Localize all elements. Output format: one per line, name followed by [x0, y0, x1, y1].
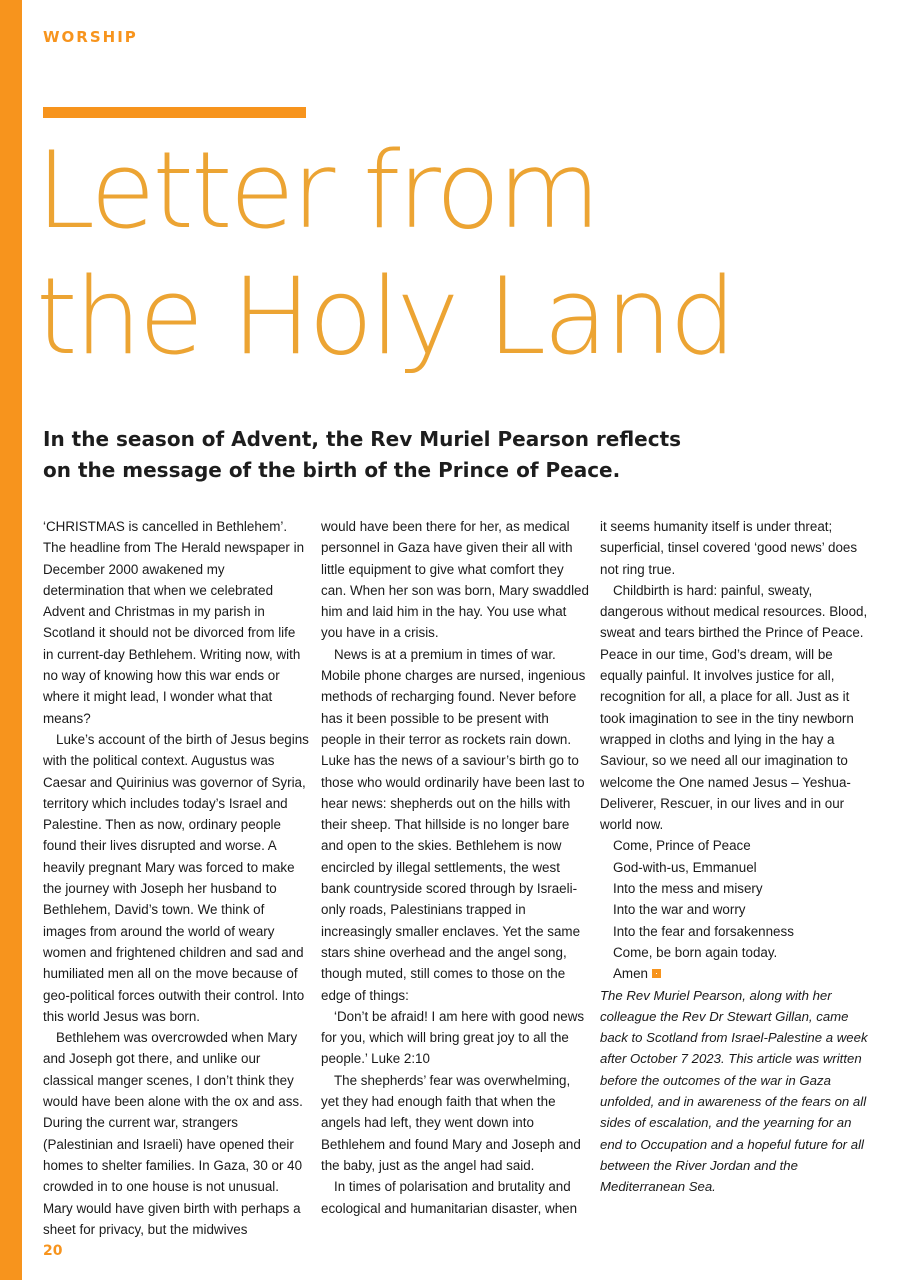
paragraph: Bethlehem was overcrowded when Mary and Joseph got there, and unlike our classical manger scenes, I don’t think they would have been alone with the ox and ass. During the current war, strangers (Palestinian and Israeli) have opened their homes to shelter families. In Gaza, 30 or 40 crowded in to one house is not unusual. Mary would have given birth with perhaps a sheet for privacy, but the midwives: [43, 1030, 303, 1237]
side-accent-bar: [0, 0, 22, 1280]
title-line-1: Letter from: [36, 129, 598, 252]
paragraph: ‘CHRISTMAS is cancelled in Bethlehem’. The headline from The Herald newspaper in December 2000 awakened my determination that when we celebrated Advent and Christmas in my parish in Scotland it should not be divorced from life in current-day Bethlehem. Writing now, with no way of knowing how this war ends or where it might lead, I wonder what that means?: [43, 519, 305, 726]
title-rule: [43, 107, 306, 118]
article-title: [36, 128, 896, 380]
author-bio: The Rev Muriel Pearson, along with her colleague the Rev Dr Stewart Gillan, came back to Scotland from Israel-Palestine a week after October 7 2023. This article was written before the outcomes of the war in Gaza unfolded, and in awareness of the fears on all sides of escalation, and the yearning for an end to Occupation and a hopeful future for all between the River Jordan and the Mediterranean Sea.: [600, 987, 868, 1195]
standfirst: In the season of Advent, the Rev Muriel Pearson reflects on the message of the birth of the Prince of Peace.: [43, 427, 682, 482]
paragraph: would have been there for her, as medical personnel in Gaza have given their all with little equipment to give what comfort they can. When her son was born, Mary swaddled him and laid him in the hay. You use what you have in a crisis.: [321, 519, 589, 641]
poem-line-amen: [613, 963, 868, 984]
paragraph: In times of polarisation and brutality and ecological and humanitarian disaster, when: [321, 1179, 578, 1216]
poem-line: God-with-us, Emmanuel: [613, 859, 757, 875]
poem-line: Come, Prince of Peace: [613, 838, 751, 854]
poem-line: Into the war and worry: [613, 902, 746, 918]
article-column-2: [321, 516, 589, 1219]
article-column-1: [43, 516, 309, 1240]
section-label: WORSHIP: [43, 28, 138, 46]
end-of-article-icon: [652, 969, 661, 978]
paragraph: Childbirth is hard: painful, sweaty, dangerous without medical resources. Blood, sweat and tears birthed the Prince of Peace. Peace in our time, God’s dream, will be equally painful. It involves justice for all, recognition for all, a place for all. Just as it took imagination to see in the tiny newborn wrapped in cloths and lying in the hay a Saviour, so we need all our imagination to welcome the One named Jesus – Yeshua-Deliverer, Rescuer, in our lives and in our world now.: [600, 582, 868, 833]
scripture-quote: ‘Don’t be afraid! I am here with good news for you, which will bring great joy to all the people.’ Luke 2:10: [321, 1008, 585, 1067]
page-number: 20: [43, 1243, 63, 1259]
poem-line: Into the mess and misery: [613, 881, 763, 897]
paragraph: The shepherds’ fear was overwhelming, yet they had enough faith that when the angels had left, they went down into Bethlehem and found Mary and Joseph and the baby, just as the angel had said.: [321, 1072, 581, 1173]
article-column-3: [600, 516, 868, 1198]
title-line-2: the Holy Land: [36, 255, 734, 378]
poem-line: Come, be born again today.: [613, 944, 778, 960]
paragraph: it seems humanity itself is under threat; superficial, tinsel covered ‘good news’ does not ring true.: [600, 519, 858, 577]
poem-line: Amen: [613, 966, 648, 982]
paragraph: Luke’s account of the birth of Jesus begins with the political context. Augustus was Caesar and Quirinius was governor of Syria, territory which includes today’s Israel and Palestine. Then as now, ordinary people found their lives disrupted and worse. A heavily pregnant Mary was forced to make the journey with Joseph her husband to Bethlehem, David’s town. We think of images from around the world of weary women and frightened children and sad and humiliated men all on the move because of geo-political forces outwith their control. Into this world Jesus was born.: [43, 731, 309, 1024]
poem-line: Into the fear and forsakenness: [613, 923, 794, 939]
paragraph: News is at a premium in times of war. Mobile phone charges are nursed, ingenious methods of recharging found. Never before has it been possible to be present with people in their terror as rockets rain down. Luke has the news of a saviour’s birth go to those who would ordinarily have been last to hear news: shepherds out on the hills with their sheep. That hillside is no longer bare and open to the skies. Bethlehem is now encircled by illegal settlements, the west bank countryside scored through by Israeli-only roads, Palestinians trapped in increasingly smaller enclaves. Yet the same stars shine overhead and the angel song, though muted, still comes to those on the edge of things:: [321, 646, 586, 1003]
prayer-poem: [600, 835, 868, 984]
